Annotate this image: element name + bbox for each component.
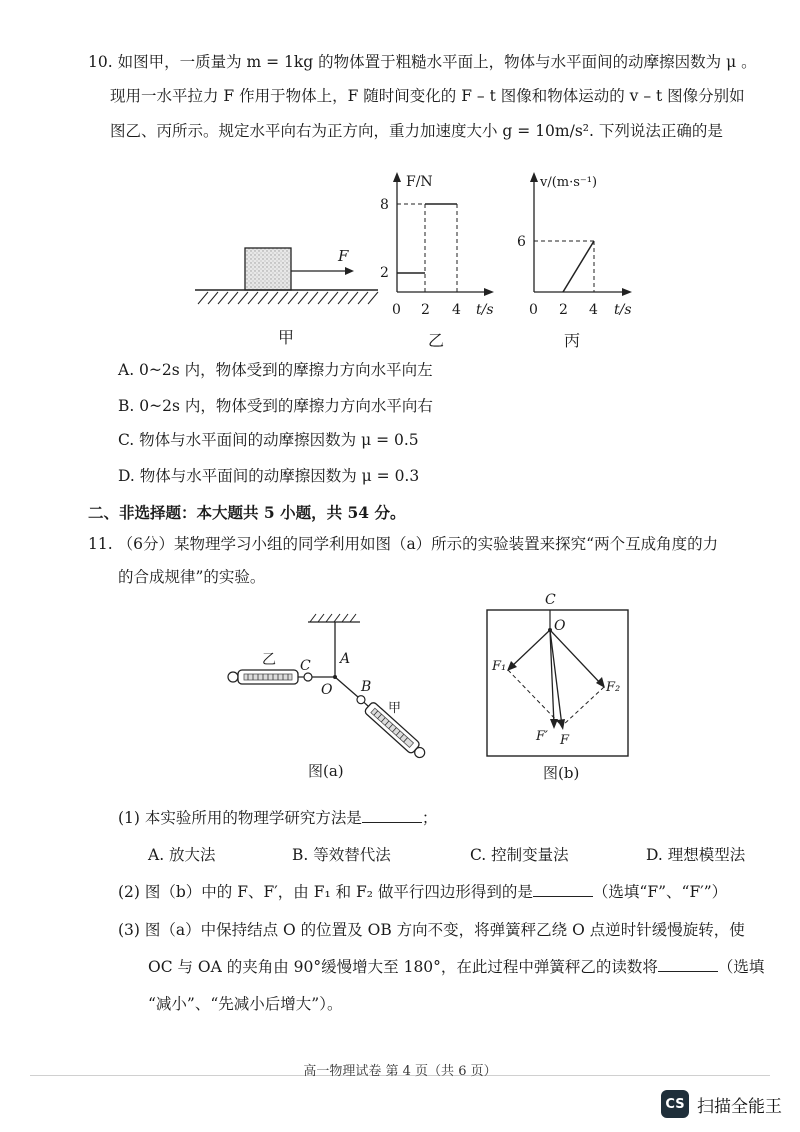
- q10-line-3: 图乙、丙所示。规定水平向右为正方向，重力加速度大小 g = 10m/s². 下列说法正确的是: [110, 122, 723, 140]
- q10-line-1: 10. 如图甲，一质量为 m = 1kg 的物体置于粗糙水平面上，物体与水平面间的动摩擦因数为 μ 。: [88, 53, 757, 71]
- label-jia: 甲: [388, 701, 402, 716]
- q11-line-2: 的合成规律”的实验。: [118, 568, 266, 586]
- section-2-heading: 二、非选择题：本大题共 5 小题，共 54 分。: [88, 503, 406, 522]
- scanner-watermark: [661, 1090, 782, 1118]
- q11-p1-opt-b: B. 等效替代法: [292, 846, 391, 864]
- label-f-prime: F′: [536, 729, 548, 744]
- label-a: A: [340, 651, 351, 667]
- label-c-board: C: [545, 592, 556, 608]
- label-o-board: O: [554, 618, 566, 634]
- label-f: F: [560, 733, 570, 748]
- figure-a-apparatus: [220, 610, 450, 785]
- q11-part-2-end: （选填“F”、“F′”）: [592, 883, 728, 901]
- yi-tick-4s: 4: [452, 302, 461, 318]
- caption-fig-b: 图(b): [543, 764, 580, 782]
- q11-part-3-text: OC 与 OA 的夹角由 90°缓慢增大至 180°，在此过程中弹簧秤乙的读数将: [148, 958, 658, 976]
- q11-line-1: 11. （6分）某物理学习小组的同学利用如图（a）所示的实验装置来探究“两个互成角度的力: [88, 535, 719, 553]
- caption-yi: 乙: [428, 331, 445, 350]
- yi-xlabel: t/s: [476, 302, 494, 318]
- q10-option-a: A. 0~2s 内，物体受到的摩擦力方向水平向左: [118, 361, 433, 379]
- caption-fig-a: 图(a): [308, 762, 344, 780]
- label-b: B: [361, 679, 372, 695]
- block: [245, 248, 291, 290]
- force-label: F: [338, 247, 349, 265]
- bing-ylabel: v/(m·s⁻¹): [540, 175, 598, 190]
- blank-2[interactable]: [533, 882, 593, 897]
- label-yi: 乙: [262, 652, 276, 668]
- q11-part-1-end: ；: [421, 809, 438, 827]
- q10-option-d: D. 物体与水平面间的动摩擦因数为 μ = 0.3: [118, 467, 420, 485]
- q11-part-3-line-2: [148, 957, 764, 977]
- q11-part-3-line-1: (3) 图（a）中保持结点 O 的位置及 OB 方向不变，将弹簧秤乙绕 O 点逆时针缓慢旋转，使: [118, 921, 745, 939]
- q11-p1-opt-d: D. 理想模型法: [646, 846, 746, 864]
- q11-p1-opt-a: A. 放大法: [148, 846, 216, 864]
- blank-1[interactable]: [362, 808, 422, 823]
- q11-part-2-text: (2) 图（b）中的 F、F′，由 F₁ 和 F₂ 做平行四边形得到的是: [118, 883, 533, 901]
- q10-option-c: C. 物体与水平面间的动摩擦因数为 μ = 0.5: [118, 431, 419, 449]
- camscanner-icon: CS: [661, 1090, 689, 1118]
- figure-jia: [190, 230, 380, 350]
- q11-part-1-text: (1) 本实验所用的物理学研究方法是: [118, 809, 362, 827]
- caption-bing: 丙: [564, 331, 581, 350]
- q11-part-2: [118, 882, 727, 902]
- q10-line-2: 现用一水平拉力 F 作用于物体上，F 随时间变化的 F – t 图像和物体运动的 v – t 图像分别如: [110, 87, 745, 105]
- bing-tick-4s: 4: [589, 302, 598, 318]
- label-c: C: [300, 658, 311, 674]
- yi-tick-0: 0: [392, 302, 401, 318]
- page-footer: 高一物理试卷 第 4 页（共 6 页）: [303, 1064, 497, 1079]
- q11-part-3-end: （选填: [717, 958, 765, 976]
- bing-tick-2s: 2: [559, 302, 568, 318]
- figure-yi-ft-graph: [372, 168, 502, 350]
- figure-b-force-diagram: [480, 588, 640, 788]
- bing-xlabel: t/s: [614, 302, 632, 318]
- yi-tick-8: 8: [380, 197, 389, 213]
- yi-ylabel: F/N: [406, 174, 433, 190]
- yi-tick-2: 2: [380, 265, 389, 281]
- label-f1: F₁: [492, 659, 507, 674]
- bing-tick-0: 0: [529, 302, 538, 318]
- yi-tick-2s: 2: [421, 302, 430, 318]
- scanner-label: 扫描全能王: [697, 1096, 782, 1117]
- q11-part-3-line-3: “减小”、“先减小后增大”）。: [148, 995, 343, 1013]
- bing-tick-6: 6: [517, 234, 526, 250]
- caption-jia: 甲: [278, 328, 295, 347]
- blank-3[interactable]: [658, 957, 718, 972]
- bing-velocity-line: [563, 241, 594, 292]
- label-o: O: [321, 682, 333, 698]
- q11-p1-opt-c: C. 控制变量法: [470, 846, 569, 864]
- figure-bing-vt-graph: [510, 168, 645, 350]
- label-f2: F₂: [606, 680, 621, 695]
- q11-part-1: [118, 808, 437, 828]
- q10-option-b: B. 0~2s 内，物体受到的摩擦力方向水平向右: [118, 397, 433, 415]
